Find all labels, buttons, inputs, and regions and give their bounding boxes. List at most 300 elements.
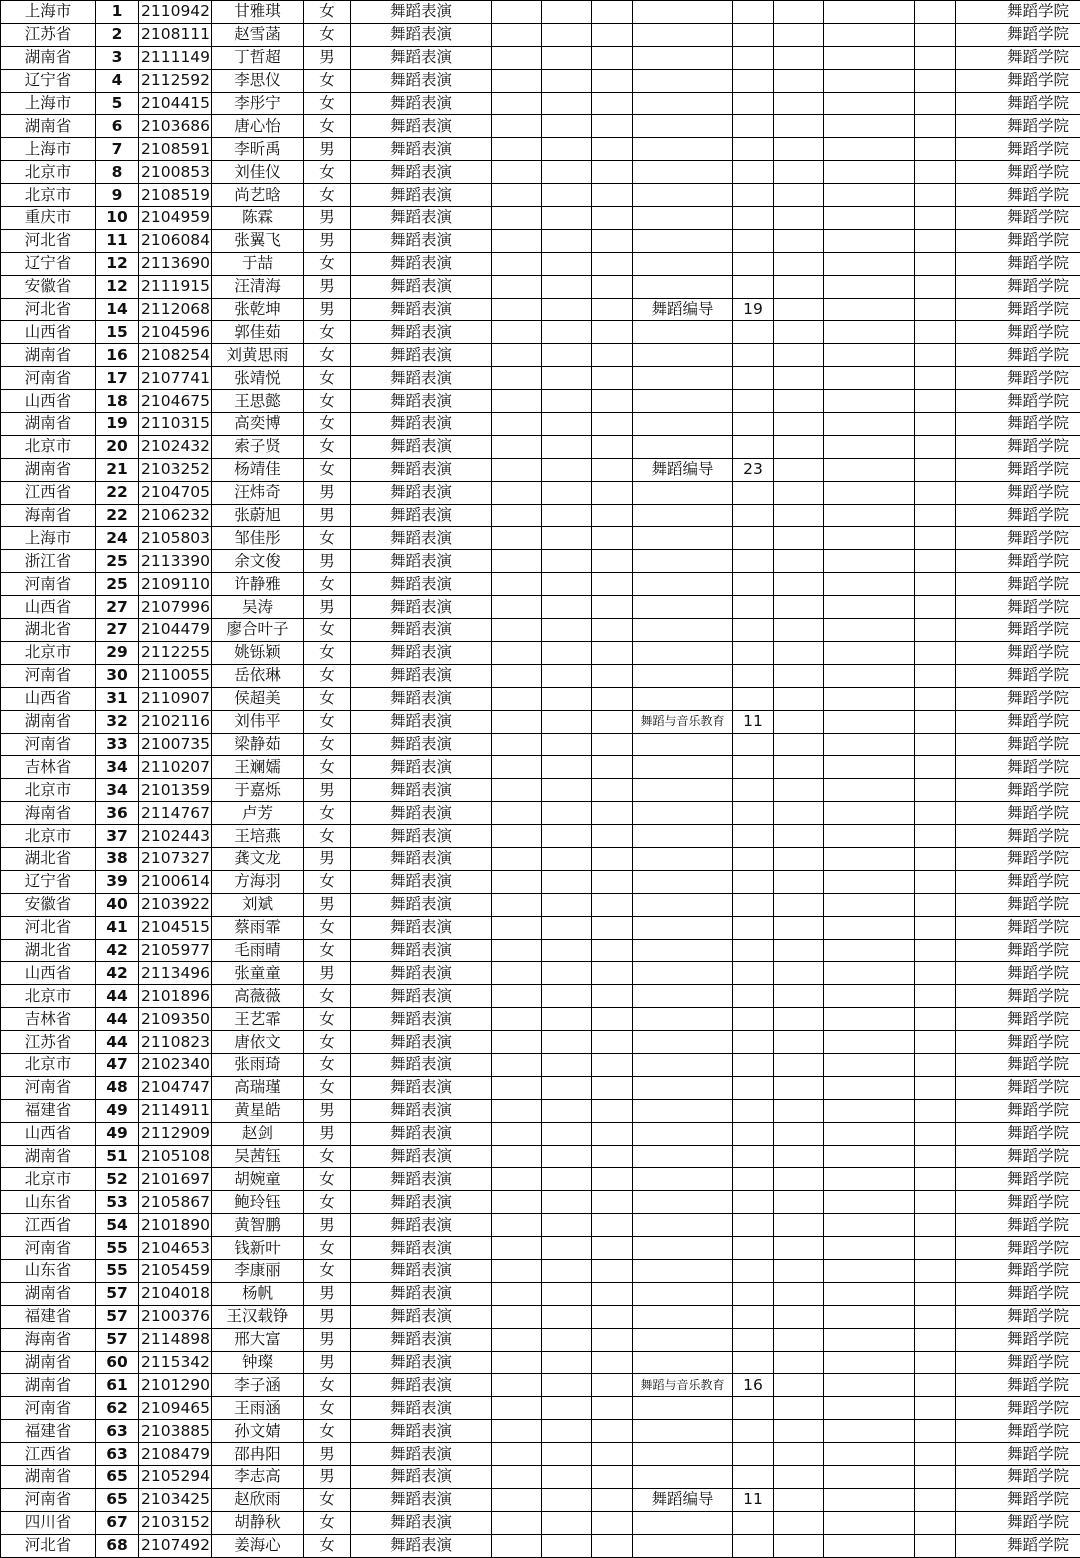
major-cell: 舞蹈表演 <box>351 916 492 939</box>
empty-cell <box>915 641 956 664</box>
count-cell <box>733 916 774 939</box>
empty-cell <box>915 1488 956 1511</box>
id-cell: 2101896 <box>139 985 212 1008</box>
program-cell <box>633 664 733 687</box>
province-cell: 北京市 <box>1 641 96 664</box>
college-cell: 舞蹈学院 <box>956 92 1080 115</box>
name-cell: 侯超美 <box>212 687 304 710</box>
name-cell: 王培燕 <box>212 825 304 848</box>
empty-cell <box>774 870 824 893</box>
empty-cell <box>824 1168 915 1191</box>
empty-cell <box>492 1031 542 1054</box>
empty-cell <box>824 985 915 1008</box>
table-row <box>1 1122 1080 1145</box>
empty-cell <box>774 1099 824 1122</box>
gender-cell: 女 <box>304 916 351 939</box>
name-cell: 邢大富 <box>212 1328 304 1351</box>
empty-cell <box>774 435 824 458</box>
empty-cell <box>592 825 633 848</box>
table-row <box>1 962 1080 985</box>
empty-cell <box>824 1122 915 1145</box>
empty-cell <box>592 641 633 664</box>
empty-cell <box>824 275 915 298</box>
empty-cell <box>542 321 592 344</box>
empty-cell <box>824 1008 915 1031</box>
count-cell <box>733 321 774 344</box>
empty-cell <box>592 1511 633 1534</box>
gender-cell: 男 <box>304 1466 351 1489</box>
major-cell: 舞蹈表演 <box>351 367 492 390</box>
program-cell <box>633 344 733 367</box>
empty-cell <box>774 413 824 436</box>
empty-cell <box>915 390 956 413</box>
empty-cell <box>592 1420 633 1443</box>
major-cell: 舞蹈表演 <box>351 985 492 1008</box>
count-cell <box>733 825 774 848</box>
table-row <box>1 1214 1080 1237</box>
empty-cell <box>542 1397 592 1420</box>
gender-cell: 女 <box>304 733 351 756</box>
major-cell: 舞蹈表演 <box>351 69 492 92</box>
college-cell: 舞蹈学院 <box>956 733 1080 756</box>
empty-cell <box>824 252 915 275</box>
rank-cell: 44 <box>96 1008 139 1031</box>
province-cell: 北京市 <box>1 184 96 207</box>
province-cell: 山西省 <box>1 321 96 344</box>
id-cell: 2105459 <box>139 1259 212 1282</box>
province-cell: 湖南省 <box>1 1466 96 1489</box>
rank-cell: 16 <box>96 344 139 367</box>
empty-cell <box>774 710 824 733</box>
count-cell <box>733 390 774 413</box>
empty-cell <box>592 1214 633 1237</box>
program-cell <box>633 550 733 573</box>
rank-cell: 62 <box>96 1397 139 1420</box>
major-cell: 舞蹈表演 <box>351 1076 492 1099</box>
college-cell: 舞蹈学院 <box>956 413 1080 436</box>
empty-cell <box>824 413 915 436</box>
major-cell: 舞蹈表演 <box>351 1008 492 1031</box>
name-cell: 张翼飞 <box>212 229 304 252</box>
gender-cell: 男 <box>304 1214 351 1237</box>
empty-cell <box>774 1008 824 1031</box>
count-cell <box>733 69 774 92</box>
empty-cell <box>774 23 824 46</box>
table-row <box>1 275 1080 298</box>
empty-cell <box>542 1 592 24</box>
program-cell <box>633 847 733 870</box>
name-cell: 陈霖 <box>212 207 304 230</box>
empty-cell <box>542 1168 592 1191</box>
empty-cell <box>592 46 633 69</box>
program-cell <box>633 619 733 642</box>
name-cell: 甘雅琪 <box>212 1 304 24</box>
name-cell: 郭佳茹 <box>212 321 304 344</box>
table-row <box>1 1 1080 24</box>
empty-cell <box>824 664 915 687</box>
empty-cell <box>774 207 824 230</box>
gender-cell: 男 <box>304 1351 351 1374</box>
empty-cell <box>824 779 915 802</box>
name-cell: 张雨琦 <box>212 1053 304 1076</box>
empty-cell <box>592 619 633 642</box>
id-cell: 2105294 <box>139 1466 212 1489</box>
rank-cell: 67 <box>96 1511 139 1534</box>
table-row <box>1 550 1080 573</box>
name-cell: 鲍玲钰 <box>212 1191 304 1214</box>
gender-cell: 女 <box>304 23 351 46</box>
empty-cell <box>592 802 633 825</box>
program-cell <box>633 481 733 504</box>
empty-cell <box>915 252 956 275</box>
college-cell: 舞蹈学院 <box>956 1122 1080 1145</box>
empty-cell <box>592 1374 633 1397</box>
id-cell: 2104959 <box>139 207 212 230</box>
empty-cell <box>915 458 956 481</box>
province-cell: 河南省 <box>1 1488 96 1511</box>
empty-cell <box>824 1076 915 1099</box>
major-cell: 舞蹈表演 <box>351 893 492 916</box>
empty-cell <box>592 229 633 252</box>
empty-cell <box>492 1237 542 1260</box>
empty-cell <box>915 23 956 46</box>
gender-cell: 女 <box>304 458 351 481</box>
program-cell <box>633 962 733 985</box>
name-cell: 李思仪 <box>212 69 304 92</box>
table-row <box>1 252 1080 275</box>
major-cell: 舞蹈表演 <box>351 115 492 138</box>
rank-cell: 36 <box>96 802 139 825</box>
gender-cell: 女 <box>304 1191 351 1214</box>
major-cell: 舞蹈表演 <box>351 619 492 642</box>
rank-cell: 34 <box>96 779 139 802</box>
gender-cell: 女 <box>304 1031 351 1054</box>
table-row <box>1 69 1080 92</box>
empty-cell <box>824 1282 915 1305</box>
table-row <box>1 527 1080 550</box>
college-cell: 舞蹈学院 <box>956 344 1080 367</box>
empty-cell <box>915 46 956 69</box>
count-cell <box>733 115 774 138</box>
province-cell: 湖南省 <box>1 413 96 436</box>
empty-cell <box>774 1145 824 1168</box>
empty-cell <box>492 962 542 985</box>
table-row <box>1 1168 1080 1191</box>
id-cell: 2102340 <box>139 1053 212 1076</box>
table-row <box>1 1534 1080 1557</box>
college-cell: 舞蹈学院 <box>956 252 1080 275</box>
province-cell: 四川省 <box>1 1511 96 1534</box>
empty-cell <box>915 138 956 161</box>
empty-cell <box>915 92 956 115</box>
empty-cell <box>542 985 592 1008</box>
college-cell: 舞蹈学院 <box>956 1328 1080 1351</box>
college-cell: 舞蹈学院 <box>956 1214 1080 1237</box>
program-cell <box>633 229 733 252</box>
empty-cell <box>542 344 592 367</box>
gender-cell: 女 <box>304 1534 351 1557</box>
gender-cell: 女 <box>304 1168 351 1191</box>
name-cell: 岳依琳 <box>212 664 304 687</box>
empty-cell <box>492 367 542 390</box>
college-cell: 舞蹈学院 <box>956 687 1080 710</box>
name-cell: 刘黄思雨 <box>212 344 304 367</box>
program-cell <box>633 1214 733 1237</box>
id-cell: 2104747 <box>139 1076 212 1099</box>
empty-cell <box>492 825 542 848</box>
empty-cell <box>542 1076 592 1099</box>
empty-cell <box>915 1328 956 1351</box>
empty-cell <box>915 161 956 184</box>
name-cell: 刘斌 <box>212 893 304 916</box>
name-cell: 于喆 <box>212 252 304 275</box>
empty-cell <box>774 481 824 504</box>
empty-cell <box>915 1511 956 1534</box>
empty-cell <box>774 1351 824 1374</box>
rank-cell: 25 <box>96 573 139 596</box>
empty-cell <box>824 847 915 870</box>
rank-cell: 42 <box>96 962 139 985</box>
empty-cell <box>774 733 824 756</box>
major-cell: 舞蹈表演 <box>351 1328 492 1351</box>
empty-cell <box>592 1534 633 1557</box>
province-cell: 北京市 <box>1 985 96 1008</box>
empty-cell <box>492 916 542 939</box>
empty-cell <box>592 458 633 481</box>
empty-cell <box>492 458 542 481</box>
empty-cell <box>592 1122 633 1145</box>
empty-cell <box>774 664 824 687</box>
name-cell: 李彤宁 <box>212 92 304 115</box>
count-cell: 16 <box>733 1374 774 1397</box>
name-cell: 刘佳仪 <box>212 161 304 184</box>
empty-cell <box>915 893 956 916</box>
table-row <box>1 161 1080 184</box>
gender-cell: 男 <box>304 962 351 985</box>
major-cell: 舞蹈表演 <box>351 573 492 596</box>
major-cell: 舞蹈表演 <box>351 207 492 230</box>
college-cell: 舞蹈学院 <box>956 527 1080 550</box>
id-cell: 2104675 <box>139 390 212 413</box>
empty-cell <box>774 161 824 184</box>
empty-cell <box>915 756 956 779</box>
province-cell: 福建省 <box>1 1305 96 1328</box>
college-cell: 舞蹈学院 <box>956 1351 1080 1374</box>
table-row <box>1 847 1080 870</box>
province-cell: 安徽省 <box>1 275 96 298</box>
empty-cell <box>542 367 592 390</box>
rank-cell: 30 <box>96 664 139 687</box>
empty-cell <box>774 1191 824 1214</box>
province-cell: 湖南省 <box>1 458 96 481</box>
empty-cell <box>492 1534 542 1557</box>
empty-cell <box>542 1214 592 1237</box>
id-cell: 2110055 <box>139 664 212 687</box>
major-cell: 舞蹈表演 <box>351 1031 492 1054</box>
college-cell: 舞蹈学院 <box>956 1420 1080 1443</box>
table-row <box>1 481 1080 504</box>
province-cell: 辽宁省 <box>1 870 96 893</box>
empty-cell <box>915 527 956 550</box>
name-cell: 高奕博 <box>212 413 304 436</box>
program-cell <box>633 687 733 710</box>
province-cell: 河南省 <box>1 367 96 390</box>
id-cell: 2102443 <box>139 825 212 848</box>
empty-cell <box>592 69 633 92</box>
rank-cell: 29 <box>96 641 139 664</box>
empty-cell <box>492 207 542 230</box>
program-cell <box>633 893 733 916</box>
empty-cell <box>824 504 915 527</box>
empty-cell <box>774 1237 824 1260</box>
count-cell <box>733 1099 774 1122</box>
empty-cell <box>915 1534 956 1557</box>
count-cell <box>733 92 774 115</box>
empty-cell <box>774 138 824 161</box>
college-cell: 舞蹈学院 <box>956 573 1080 596</box>
college-cell: 舞蹈学院 <box>956 458 1080 481</box>
major-cell: 舞蹈表演 <box>351 1237 492 1260</box>
major-cell: 舞蹈表演 <box>351 1168 492 1191</box>
name-cell: 钱新叶 <box>212 1237 304 1260</box>
gender-cell: 男 <box>304 847 351 870</box>
empty-cell <box>824 435 915 458</box>
program-cell <box>633 779 733 802</box>
empty-cell <box>915 870 956 893</box>
empty-cell <box>592 1031 633 1054</box>
program-cell <box>633 1191 733 1214</box>
rank-cell: 32 <box>96 710 139 733</box>
rank-cell: 49 <box>96 1099 139 1122</box>
empty-cell <box>774 573 824 596</box>
province-cell: 上海市 <box>1 1 96 24</box>
rank-cell: 53 <box>96 1191 139 1214</box>
college-cell: 舞蹈学院 <box>956 390 1080 413</box>
empty-cell <box>542 1145 592 1168</box>
empty-cell <box>774 1443 824 1466</box>
empty-cell <box>542 1259 592 1282</box>
count-cell <box>733 344 774 367</box>
table-row <box>1 1145 1080 1168</box>
program-cell <box>633 573 733 596</box>
program-cell: 舞蹈编导 <box>633 298 733 321</box>
empty-cell <box>542 916 592 939</box>
empty-cell <box>774 893 824 916</box>
empty-cell <box>592 1 633 24</box>
table-row <box>1 1099 1080 1122</box>
gender-cell: 女 <box>304 161 351 184</box>
gender-cell: 女 <box>304 184 351 207</box>
empty-cell <box>542 1053 592 1076</box>
college-cell: 舞蹈学院 <box>956 641 1080 664</box>
rank-cell: 54 <box>96 1214 139 1237</box>
table-row <box>1 504 1080 527</box>
gender-cell: 女 <box>304 641 351 664</box>
program-cell <box>633 939 733 962</box>
count-cell <box>733 1214 774 1237</box>
program-cell <box>633 527 733 550</box>
program-cell: 舞蹈编导 <box>633 1488 733 1511</box>
count-cell <box>733 23 774 46</box>
major-cell: 舞蹈表演 <box>351 1488 492 1511</box>
college-cell: 舞蹈学院 <box>956 435 1080 458</box>
name-cell: 汪炜奇 <box>212 481 304 504</box>
college-cell: 舞蹈学院 <box>956 115 1080 138</box>
count-cell <box>733 687 774 710</box>
program-cell <box>633 413 733 436</box>
major-cell: 舞蹈表演 <box>351 161 492 184</box>
empty-cell <box>592 1259 633 1282</box>
name-cell: 李志高 <box>212 1466 304 1489</box>
name-cell: 孙文婧 <box>212 1420 304 1443</box>
table-row <box>1 985 1080 1008</box>
empty-cell <box>774 962 824 985</box>
count-cell <box>733 1053 774 1076</box>
empty-cell <box>592 161 633 184</box>
empty-cell <box>492 664 542 687</box>
empty-cell <box>542 435 592 458</box>
empty-cell <box>824 1237 915 1260</box>
college-cell: 舞蹈学院 <box>956 69 1080 92</box>
empty-cell <box>824 481 915 504</box>
name-cell: 杨帆 <box>212 1282 304 1305</box>
name-cell: 姜海心 <box>212 1534 304 1557</box>
gender-cell: 女 <box>304 1259 351 1282</box>
empty-cell <box>592 92 633 115</box>
empty-cell <box>824 687 915 710</box>
id-cell: 2111915 <box>139 275 212 298</box>
empty-cell <box>774 916 824 939</box>
count-cell <box>733 1168 774 1191</box>
name-cell: 王艺霏 <box>212 1008 304 1031</box>
count-cell <box>733 985 774 1008</box>
program-cell <box>633 1282 733 1305</box>
empty-cell <box>492 298 542 321</box>
college-cell: 舞蹈学院 <box>956 1099 1080 1122</box>
province-cell: 江西省 <box>1 1214 96 1237</box>
count-cell <box>733 1511 774 1534</box>
program-cell <box>633 825 733 848</box>
empty-cell <box>774 298 824 321</box>
college-cell: 舞蹈学院 <box>956 596 1080 619</box>
empty-cell <box>915 687 956 710</box>
empty-cell <box>915 550 956 573</box>
table-row <box>1 138 1080 161</box>
empty-cell <box>824 1031 915 1054</box>
empty-cell <box>824 1145 915 1168</box>
rank-cell: 33 <box>96 733 139 756</box>
program-cell <box>633 1145 733 1168</box>
major-cell: 舞蹈表演 <box>351 138 492 161</box>
count-cell <box>733 1122 774 1145</box>
count-cell <box>733 1282 774 1305</box>
table-row <box>1 92 1080 115</box>
empty-cell <box>774 46 824 69</box>
count-cell <box>733 138 774 161</box>
rank-cell: 38 <box>96 847 139 870</box>
count-cell <box>733 1305 774 1328</box>
empty-cell <box>774 1466 824 1489</box>
gender-cell: 女 <box>304 1374 351 1397</box>
name-cell: 吴涛 <box>212 596 304 619</box>
table-row <box>1 1443 1080 1466</box>
college-cell: 舞蹈学院 <box>956 1374 1080 1397</box>
college-cell: 舞蹈学院 <box>956 298 1080 321</box>
empty-cell <box>492 710 542 733</box>
empty-cell <box>915 1122 956 1145</box>
empty-cell <box>915 847 956 870</box>
province-cell: 安徽省 <box>1 893 96 916</box>
